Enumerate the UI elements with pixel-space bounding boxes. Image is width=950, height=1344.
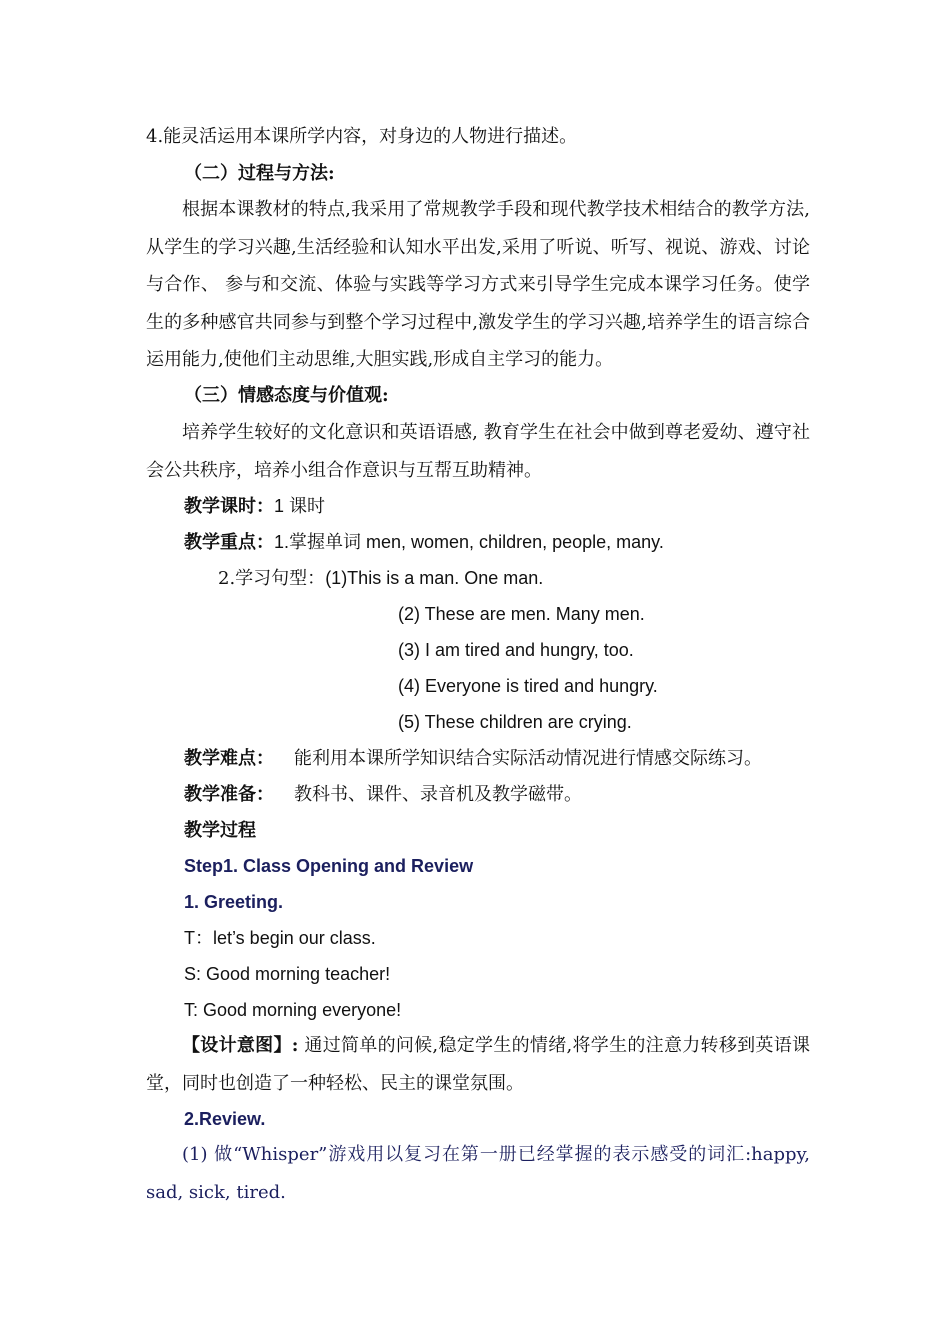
difficulties-line <box>184 747 848 771</box>
sentence-patterns-label: 2.学习句型： <box>218 568 326 589</box>
design-intent-paragraph <box>146 1027 810 1102</box>
design-intent-text: 通过简单的问候,稳定学生的情绪,将学生的注意力转移到英语课堂，同时也创造了一种轻松、民主的课堂氛围。 <box>146 1035 810 1094</box>
key-points-item-2 <box>218 566 882 591</box>
greeting-heading: 1. Greeting. <box>184 892 284 912</box>
dialogue-line-2: S: Good morning teacher! <box>184 964 391 984</box>
difficulties-label: 教学难点： <box>184 748 274 769</box>
preparation-line <box>184 783 848 807</box>
key-points-item-1: 1.掌握单词 men, women, children, people, many. <box>274 532 664 552</box>
sentence-pattern-3: (3) I am tired and hungry, too. <box>398 640 634 660</box>
step1-heading: Step1. Class Opening and Review <box>184 856 474 876</box>
sentence-pattern-4: (4) Everyone is tired and hungry. <box>398 676 658 696</box>
difficulties-value: 能利用本课所学知识结合实际活动情况进行情感交际练习。 <box>294 748 762 769</box>
review-item-1: (1) 做“Whisper”游戏用以复习在第一册已经掌握的表示感受的词汇:happy, sad, sick, tired. <box>146 1144 810 1203</box>
sentence-pattern-1: (1)This is a man. One man. <box>325 568 544 588</box>
class-hours-line <box>184 494 848 519</box>
preparation-value: 教科书、课件、录音机及教学磁带。 <box>294 784 582 805</box>
dialogue-line-1: T：let’s begin our class. <box>184 928 376 948</box>
teaching-process-heading: 教学过程 <box>184 820 256 841</box>
process-method-paragraph: 根据本课教材的特点,我采用了常规教学手段和现代教学技术相结合的教学方法,从学生的学习兴趣,生活经验和认知水平出发,采用了听说、听写、视说、游戏、讨论与合作、 参与和交流、体验与实践等学习方式来引导学生完成本课学习任务。使学生的多种感官共同参与到整个学习过程中,激发学生的学习兴趣,培养学生的语言综合运用能力,使他们主动思维,大胆实践,形成自主学习的能力。 <box>146 199 810 370</box>
key-points-label: 教学重点： <box>184 532 274 553</box>
preparation-label: 教学准备： <box>184 784 274 805</box>
dialogue-line-3: T: Good morning everyone! <box>184 1000 402 1020</box>
class-hours-label: 教学课时： <box>184 496 274 517</box>
design-intent-label: 【设计意图】: <box>182 1035 299 1056</box>
sentence-pattern-5: (5) These children are crying. <box>398 712 632 732</box>
sentence-pattern-2: (2) These are men. Many men. <box>398 604 645 624</box>
class-hours-value: 1 课时 <box>274 496 326 516</box>
section-heading-process-method: （二）过程与方法: <box>184 163 335 184</box>
key-points-line <box>184 530 848 555</box>
section-heading-emotion-values: （三）情感态度与价值观: <box>184 385 389 406</box>
objective-item-4: 4.能灵活运用本课所学内容，对身边的人物进行描述。 <box>146 126 578 147</box>
emotion-values-paragraph: 培养学生较好的文化意识和英语语感, 教育学生在社会中做到尊老爱幼、遵守社会公共秩序，培养小组合作意识与互帮互助精神。 <box>146 422 810 481</box>
review-heading: 2.Review. <box>184 1109 266 1129</box>
